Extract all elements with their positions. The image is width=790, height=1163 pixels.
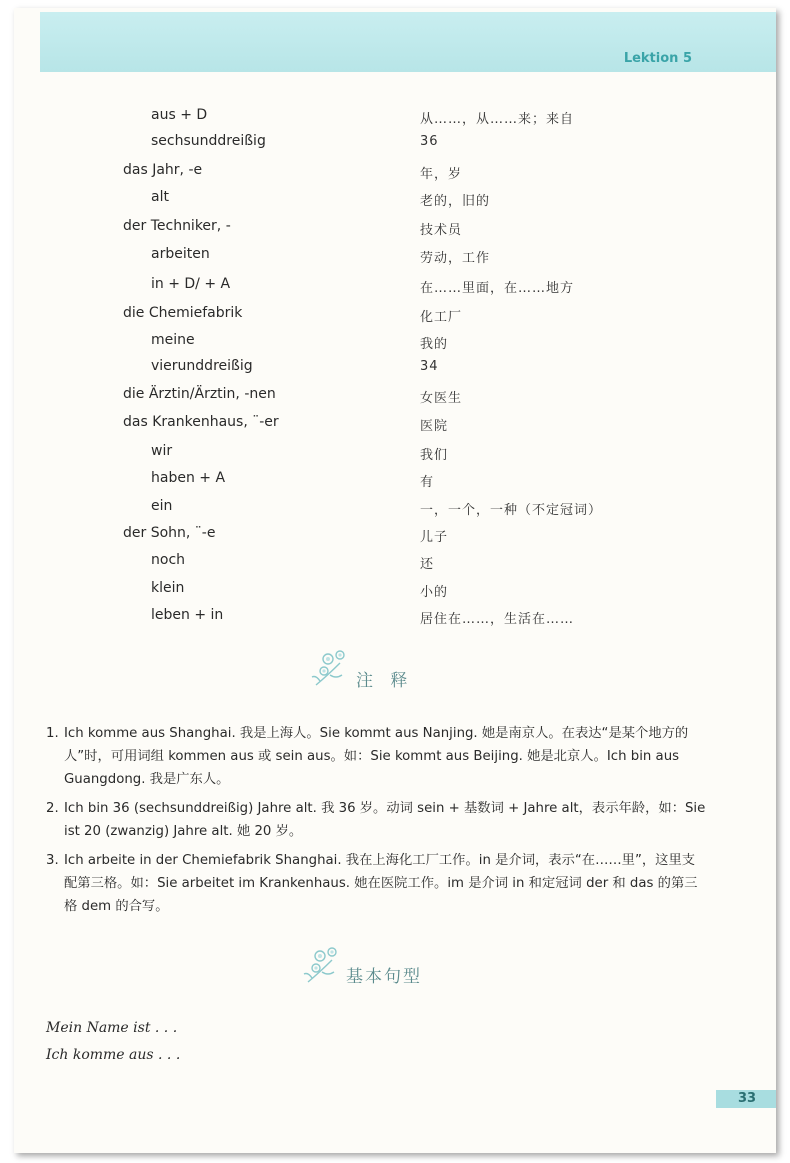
pattern-line: Ich komme aus . . . [46,1047,181,1063]
patterns-section-title: 基本句型 [346,967,422,987]
vocab-translation: 还 [420,557,435,572]
flower-decoration-icon [310,645,356,691]
vocab-word: der Techniker, - [123,218,231,234]
vocab-word: der Sohn, ¨-e [123,525,216,541]
vocab-word: das Krankenhaus, ¨-er [123,414,279,430]
vocab-word: sechsunddreißig [151,133,266,149]
vocab-word: das Jahr, -e [123,162,203,178]
vocab-word: die Chemiefabrik [123,305,243,321]
vocab-translation: 36 [420,134,439,149]
page-number: 33 [738,1091,757,1106]
vocab-translation: 女医生 [420,391,463,406]
vocab-word: klein [151,580,185,596]
vocab-translation: 居住在……，生活在…… [420,612,575,627]
vocab-word: noch [151,552,186,568]
vocab-word: arbeiten [151,246,210,262]
vocab-translation: 化工厂 [420,310,463,325]
vocab-word: wir [151,443,173,459]
note-number: 2. [46,801,59,816]
vocab-translation: 我们 [420,448,449,463]
vocab-translation: 34 [420,359,439,374]
vocab-word: in + D/ + A [151,276,231,292]
lesson-label: Lektion 5 [623,51,692,66]
vocab-translation: 在……里面，在……地方 [420,281,575,296]
vocab-translation: 小的 [420,585,449,600]
vocab-translation: 劳动，工作 [420,251,491,266]
vocab-translation: 我的 [420,337,449,352]
pattern-line: Mein Name ist . . . [46,1020,178,1036]
vocab-word: ein [151,498,173,514]
vocab-translation: 一，一个，一种（不定冠词） [420,503,603,518]
note-text: Ich bin 36 (sechsunddreißig) Jahre alt. 我 36 岁。动词 sein + 基数词 + Jahre alt，表示年龄，如：Sie ist 20 (zwanzig) Jahre alt. 她 20 岁。 [64,801,706,839]
note-text: Ich komme aus Shanghai. 我是上海人。Sie kommt aus Nanjing. 她是南京人。在表达“是某个地方的人”时，可用词组 kommen aus 或 sein aus。如：Sie kommt aus Beijing. 她是北京人。Ich bin aus Guangdong. 我是广东人。 [64,726,689,787]
vocab-translation: 医院 [420,419,449,434]
vocab-word: aus + D [151,107,208,123]
vocab-word: die Ärztin/Ärztin, -nen [123,386,276,402]
vocab-word: alt [151,189,169,205]
note-text: Ich arbeite in der Chemiefabrik Shanghai. 我在上海化工厂工作。in 是介词，表示“在……里”，这里支配第三格。如：Sie arbeitet im Krankenhaus. 她在医院工作。im 是介词 in 和定冠词 der 和 das 的第三格 dem 的合写。 [64,853,698,914]
flower-decoration-icon [302,942,348,988]
vocab-translation: 年，岁 [420,167,463,182]
note-number: 3. [46,853,59,868]
vocab-translation: 老的，旧的 [420,194,491,209]
note-number: 1. [46,726,59,741]
vocab-translation: 儿子 [420,530,449,545]
vocab-translation: 有 [420,475,435,490]
vocab-translation: 技术员 [420,223,463,238]
notes-section-title: 注 释 [356,671,414,691]
vocab-word: vierunddreißig [151,358,253,374]
vocab-word: haben + A [151,470,226,486]
vocab-translation: 从……，从……来；来自 [420,112,575,127]
vocab-word: leben + in [151,607,224,623]
vocab-word: meine [151,332,195,348]
